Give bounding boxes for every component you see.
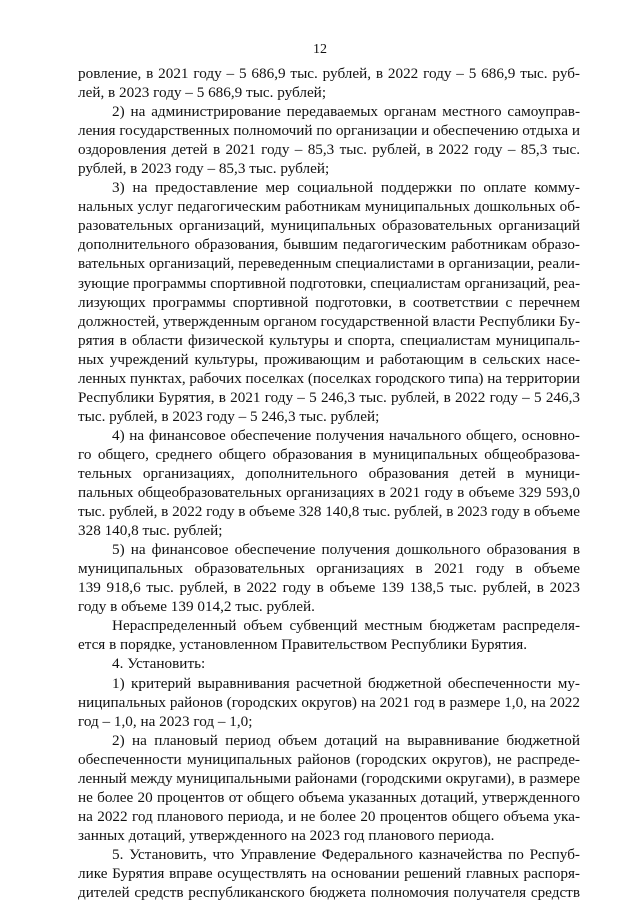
text-line: тельных организациях, дополнительного образования детей в муници- [78,464,580,482]
text-line: не более 20 процентов от общего объема указанных дотаций, утвержденного [78,788,580,806]
text-line: Нераспределенный объем субвенций местным бюджетам распределя- [112,617,580,635]
paragraph-item-3 [78,178,580,426]
text-line: ниципальных районов (городских округов) на 2021 год в размере 1,0, на 2022 [78,693,580,711]
text-line: ровление, в 2021 году – 5 686,9 тыс. рублей, в 2022 году – 5 686,9 тыс. руб- [78,65,580,82]
text-line: 1) критерий выравнивания расчетной бюджетной обеспеченности му- [112,674,580,692]
text-line: должностей, утвержденным органом государственной власти Республики Бу- [78,312,580,330]
text-line: 5. Установить, что Управление Федерального казначейства по Респуб- [112,845,580,863]
text-line: рублей, в 2023 году – 85,3 тыс. рублей; [78,160,330,178]
text-line: обеспеченности муниципальных районов (городских округов), не распреде- [78,750,580,768]
text-line: разовательных организаций, муниципальных образовательных организаций [78,217,580,235]
text-line: оздоровления детей в 2021 году – 85,3 тыс. рублей, в 2022 году – 85,3 тыс. [78,141,580,159]
text-line: нальных услуг педагогическим работникам муниципальных дошкольных об- [78,198,580,216]
text-line: 3) на предоставление мер социальной поддержки по оплате комму- [112,179,580,197]
text-line: зующие программы спортивной подготовки, специалистам организаций, реа- [78,274,580,292]
text-line: лике Бурятия вправе осуществлять на основании решений главных распоря- [78,864,580,882]
text-line: ления государственных полномочий по организации и обеспечению отдыха и [78,122,580,140]
text-line: пальных общеобразовательных организациях в 2021 году в объеме 329 593,0 [78,484,580,502]
paragraph-item-5 [78,540,580,616]
text-line: лизующих программы спортивной подготовки, в соответствии с перечнем [78,293,580,311]
text-line: ленных пунктах, рабочих поселках (поселках городского типа) на территории [78,369,580,387]
text-line: 328 140,8 тыс. рублей; [78,522,223,540]
paragraph-item-2 [78,102,580,178]
paragraph-undistributed [78,616,580,654]
text-line: дополнительного образования, бывшим педагогическим работникам образо- [78,236,580,254]
text-line: ленный между муниципальными районами (городскими округами), в размере [78,769,580,787]
text-line: дителей средств республиканского бюджета полномочия получателя средств [78,884,580,902]
text-line: 5) на финансовое обеспечение получения дошкольного образования в [112,541,580,559]
section-heading-4 [78,654,580,673]
text-line: Республики Бурятия, в 2021 году – 5 246,3 тыс. рублей, в 2022 году – 5 246,3 [78,388,580,406]
text-line: ных учреждений культуры, проживающим и работающим в сельских насе- [78,350,580,368]
text-line: 139 918,6 тыс. рублей, в 2022 году в объеме 139 138,5 тыс. рублей, в 2023 [78,579,580,597]
text-line: 2) на плановый период объем дотаций на выравнивание бюджетной [112,731,580,749]
page-number: 12 [313,42,327,57]
text-line: занных дотаций, утвержденного на 2023 год планового периода. [78,826,495,844]
text-line: 4. Установить: [112,655,206,673]
text-line: тыс. рублей, в 2023 году – 5 246,3 тыс. рублей; [78,407,380,425]
paragraph-criterion [78,674,580,731]
paragraph-section-5 [78,845,580,902]
text-line: тыс. рублей, в 2022 году в объеме 328 140,8 тыс. рублей, в 2023 году в объеме [78,503,580,521]
paragraph-planning-period [78,731,580,845]
text-line: вательных организаций, переведенным специалистами в организации, реали- [78,255,580,273]
text-line: муниципальных образовательных организациях в 2021 году в объеме [78,560,580,578]
text-line: год – 1,0, на 2023 год – 1,0; [78,712,253,730]
text-line: го общего, среднего общего образования в муниципальных общеобразова- [78,445,580,463]
text-line: году в объеме 139 014,2 тыс. рублей. [78,598,315,616]
text-line: 2) на администрирование передаваемых органам местного самоуправ- [112,103,580,121]
text-line: ется в порядке, установленном Правительством Республики Бурятия. [78,636,527,654]
document-body [78,64,580,902]
text-line: 4) на финансовое обеспечение получения начального общего, основно- [112,426,580,444]
text-line: рятия в области физической культуры и спорта, специалистам муниципаль- [78,331,580,349]
text-line: лей, в 2023 году – 5 686,9 тыс. рублей; [78,84,327,102]
paragraph-continuation [78,64,580,102]
paragraph-item-4 [78,426,580,540]
text-line: на 2022 год планового периода, и не более 20 процентов общего объема ука- [78,807,580,825]
